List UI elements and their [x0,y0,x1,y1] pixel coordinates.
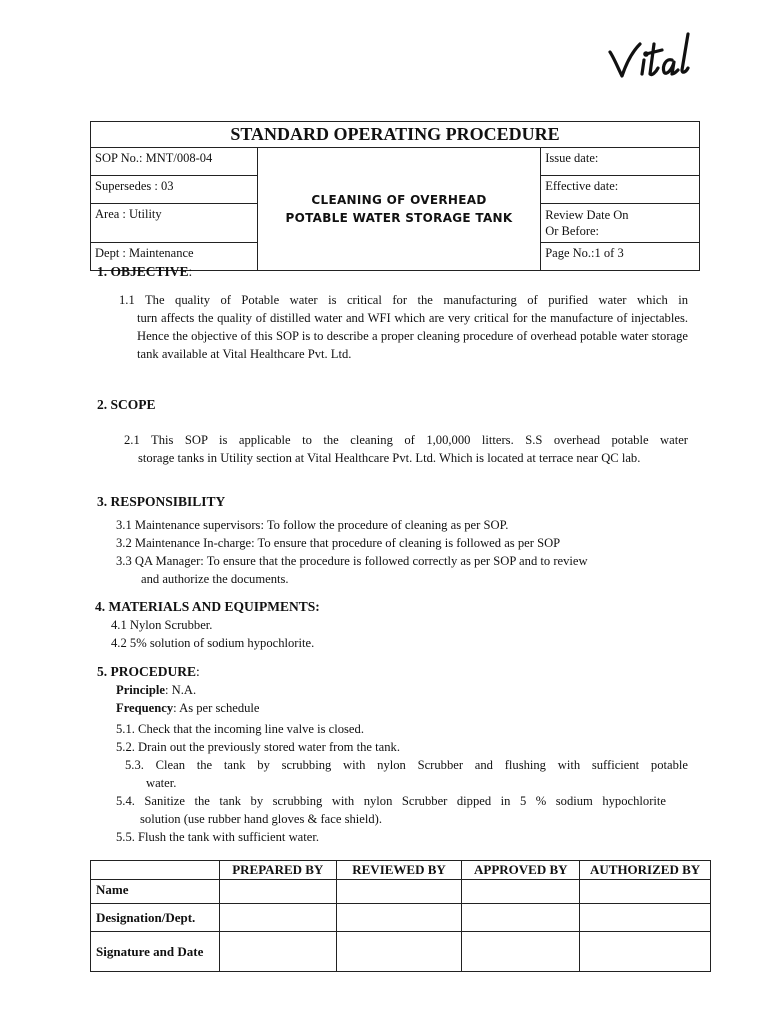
frequency-value: : As per schedule [173,701,260,715]
procedure-heading-text: 5. PROCEDURE [97,664,197,679]
frequency-line [116,699,260,717]
objective-heading [97,263,192,281]
scope-paragraph [124,431,688,467]
sop-title: STANDARD OPERATING PROCEDURE [91,122,700,148]
review-date [541,204,700,243]
objective-paragraph [119,291,688,363]
procedure-step-3-first: 5.3. Clean the tank by scrubbing with nylon Scrubber and flushing with sufficient potable [125,758,688,772]
row-signature-label: Signature and Date [91,932,220,972]
scope-para-rest: storage tanks in Utility section at Vital Healthcare Pvt. Ltd. Which is located at terrace near QC lab. [138,451,641,465]
signature-reviewed-cell [336,932,462,972]
page-number: Page No.:1 of 3 [541,243,700,271]
review-date-line1: Review Date On [545,208,629,222]
scope-heading: 2. SCOPE [97,397,156,412]
procedure-step-3 [125,756,688,792]
issue-date: Issue date: [541,148,700,176]
col-reviewed-by: REVIEWED BY [336,861,462,880]
signature-authorized-cell [580,932,711,972]
objective-para-first: 1.1 The quality of Potable water is critical for the manufacturing of purified water which in [119,293,688,307]
signature-prepared-cell [219,932,336,972]
procedure-heading [97,663,200,681]
materials-item-2: 4.2 5% solution of sodium hypochlorite. [111,636,315,650]
col-prepared-by: PREPARED BY [219,861,336,880]
procedure-step-2: 5.2. Drain out the previously stored water from the tank. [116,740,400,754]
col-approved-by: APPROVED BY [462,861,580,880]
designation-reviewed-cell [336,904,462,932]
signoff-corner [91,861,220,880]
review-date-line2: Or Before: [545,224,600,238]
name-approved-cell [462,880,580,904]
principle-label: Principle [116,683,165,697]
signature-approved-cell [462,932,580,972]
area: Area : Utility [91,204,258,243]
document-title-line1: CLEANING OF OVERHEAD [311,193,487,207]
objective-heading-text: 1. OBJECTIVE [97,264,189,279]
materials-heading: 4. MATERIALS AND EQUIPMENTS: [95,599,320,614]
responsibility-heading: 3. RESPONSIBILITY [97,494,226,509]
responsibility-item-3-cont: and authorize the documents. [141,572,289,586]
procedure-heading-colon: : [196,664,200,679]
objective-para-rest: turn affects the quality of distilled water and WFI which are very critical for the manufacture of injectables. Hence the objective of this SOP is to describe a proper cleaning procedure of overhead potable water storage tank available at Vital Healthcare Pvt. Ltd. [137,311,688,361]
supersedes: Supersedes : 03 [91,176,258,204]
department: Dept : Maintenance [91,243,258,271]
responsibility-item-2: 3.2 Maintenance In-charge: To ensure that procedure of cleaning is followed as per SOP [116,536,561,550]
company-logo [606,30,692,86]
frequency-label: Frequency [116,701,174,715]
procedure-step-4-first: 5.4. Sanitize the tank by scrubbing with nylon Scrubber dipped in 5 % sodium hypochlorite [116,794,666,808]
document-title [257,148,540,271]
row-name-label: Name [91,880,220,904]
principle-value: : N.A. [164,683,197,697]
designation-approved-cell [462,904,580,932]
responsibility-item-3: 3.3 QA Manager: To ensure that the procedure is followed correctly as per SOP and to review [116,554,588,568]
document-title-line2: POTABLE WATER STORAGE TANK [285,211,513,225]
row-designation-label: Designation/Dept. [91,904,220,932]
signoff-table [90,860,711,972]
procedure-step-4-rest: solution (use rubber hand gloves & face shield). [140,812,383,826]
procedure-step-3-rest: water. [146,776,177,790]
procedure-step-1: 5.1. Check that the incoming line valve is closed. [116,722,364,736]
sop-number: SOP No.: MNT/008-04 [91,148,258,176]
name-authorized-cell [580,880,711,904]
designation-authorized-cell [580,904,711,932]
name-prepared-cell [219,880,336,904]
procedure-step-5: 5.5. Flush the tank with sufficient water. [116,830,319,844]
principle-line [116,681,196,699]
responsibility-item-1: 3.1 Maintenance supervisors: To follow the procedure of cleaning as per SOP. [116,518,509,532]
effective-date: Effective date: [541,176,700,204]
name-reviewed-cell [336,880,462,904]
scope-para-first: 2.1 This SOP is applicable to the cleaning of 1,00,000 litters. S.S overhead potable water [124,433,688,447]
col-authorized-by: AUTHORIZED BY [580,861,711,880]
designation-prepared-cell [219,904,336,932]
procedure-step-4 [116,792,666,828]
materials-item-1: 4.1 Nylon Scrubber. [111,618,213,632]
sop-header-table [90,121,700,271]
objective-heading-colon: : [188,264,193,279]
